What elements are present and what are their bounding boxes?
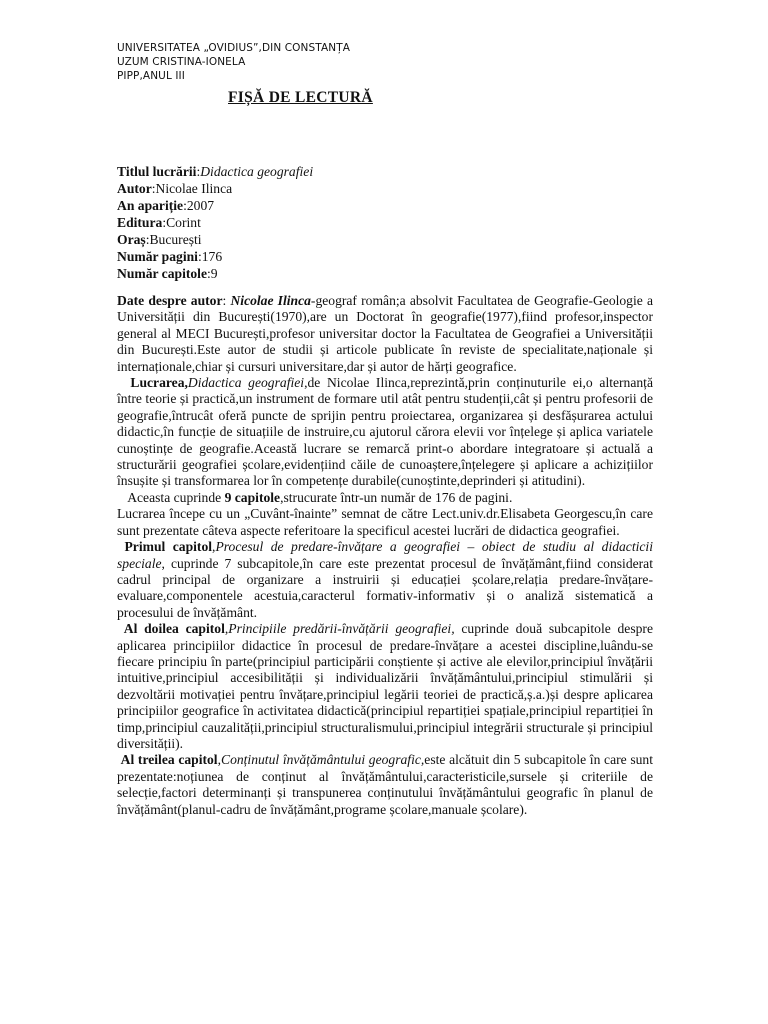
chapter1-title: Procesul de predare-învățare a geografiei – obiect de studiu al didacticii speciale <box>117 539 653 571</box>
chapter3-text: este alcătuit din 5 subcapitole în care sunt prezentate:noțiunea de conținut al învățământului,caracteristicile,sursele și criteriile de selecție,factori determinanți și transpunerea conținutului învățământului geografic în planul de învățământ(planul-cadru de învățământ,programe școlare,manuale școlare). <box>117 752 653 817</box>
document-body <box>117 293 653 818</box>
chapter3-paragraph: Al treilea capitol,Conținutul învățământului geografic,este alcătuit din 5 subcapitole în care sunt prezentate:noțiunea de conținut al învățământului,caracteristicile,sursele și criteriile de selecție,factori determinanți și transpunerea conținutului învățământului geografic în planul de învățământ(planul-cadru de învățământ,programe școlare,manuale școlare). <box>117 752 653 817</box>
chapter1-text: , cuprinde 7 subcapitole,în care este prezentat procesul de învățământ,fiind considerat cadrul principal de organizare a instruirii și educației școlare,relația predare-învățare-evaluare,componentele acestuia,caracterul formativ-informativ și o analiză sistematică a procesului de învățământ. <box>117 555 653 620</box>
meta-pages-value: 176 <box>201 249 223 264</box>
structure-chapters: 9 capitole <box>224 489 281 505</box>
meta-year-row: An apariție:2007 <box>117 198 215 213</box>
chapter3-title: Conținutul învățământului geografic, <box>221 752 425 768</box>
chapter2-text: cuprinde două subcapitole despre aplicarea principiilor didactice în procesul de predare-învățare a acestei discipline,luându-se fiecare principiu în parte(principiul participării conștiente și active ale elevilor,principiul învățării intuitive,principiul accesibilității și individualizării învățământului,principiul stimulării și dezvoltării motivației pentru învățare,principiul legării teoriei de practică,ș.a.)și despre aplicarea principiilor geografice în activitatea didactică(principiul repartiției spațiale,principiul repartiției în timp,principiul cauzalității,principiul structuralismului,principiul integrării structurale și principiul diversității). <box>117 621 653 751</box>
meta-year-value: 2007 <box>186 198 215 213</box>
work-paragraph <box>117 375 653 490</box>
work-text: ,de Nicolae Ilinca,reprezintă,prin conținuturile ei,o alternanță între teorie și practică,un instrument de formare util atât pentru studenții,cât și pentru profesorii de geografie,întrucât oferă puncte de sprijin pentru proiectarea, organizarea și desfășurarea actului didactic,în funcție de situațiile de instruire,cu ajutorul cărora elevii vor înțelege și aplica variatele cunoștințe de geografie.Această lucrare se remarcă print-o abordare integratoare și actuală a structurării geografiei școlare,evidențiind căile de cunoaștere,înțelegere și aplicare a achizițiilor însușite și transformarea lor în competențe durabile(cunoștinte,deprinderi și atitudini). <box>117 375 653 489</box>
meta-pages-row: Număr pagini:176 <box>117 249 223 264</box>
foreword-text: Lucrarea începe cu un „Cuvânt-înainte” semnat de către Lect.univ.dr.Elisabeta Georgescu,în care sunt prezentate câteva aspecte referitoare la specificul acestei lucrări de didactica geografiei. <box>117 506 653 538</box>
program-line: PIPP,ANUL III <box>117 70 185 82</box>
meta-pages-label: Număr pagini <box>117 249 198 264</box>
chapter3-label: Al treilea capitol <box>120 752 218 768</box>
meta-title-label: Titlul lucrării <box>117 164 197 179</box>
meta-year-label: An apariție <box>117 198 184 213</box>
structure-paragraph <box>117 490 653 506</box>
document-header <box>117 41 350 83</box>
meta-chapters-row: Număr capitole:9 <box>117 266 218 281</box>
meta-author-row: Autor:Nicolae Ilinca <box>117 181 233 196</box>
meta-author-label: Autor <box>117 181 152 196</box>
foreword-paragraph <box>117 506 653 539</box>
work-label: Lucrarea, <box>130 375 188 391</box>
meta-title-value: Didactica geografiei <box>200 164 314 179</box>
meta-author-value: Nicolae Ilinca <box>155 181 233 196</box>
chapter1-label: Primul capitol <box>124 539 213 555</box>
meta-chapters-label: Număr capitole <box>117 266 207 281</box>
chapter2-label: Al doilea capitol <box>123 621 225 637</box>
book-metadata <box>117 163 313 282</box>
chapter2-title: Principiile predării-învățării geografiei, <box>228 621 455 637</box>
meta-city-label: Oraș <box>117 232 146 247</box>
meta-title-row: Titlul lucrării:Didactica geografiei <box>117 164 314 179</box>
author-text: -geograf român;a absolvit Facultatea de Geografie-Geologie a Universității din București(1970),are un Doctorat în geografie(1977),fiind profesor,inspector general al MECI București,profesor universitar doctor la Facultatea de Geografiei a Universității din București.Este autor de studii și articole publicate în reviste de specialitate,naționale și internaționale,chiar și cursuri universitare,dar și autor de hărți geografice. <box>117 293 653 374</box>
author-paragraph: Date despre autor: Nicolae Ilinca-geograf român;a absolvit Facultatea de Geografie-Geologie a Universității din București(1970),are un Doctorat în geografie(1977),fiind profesor,inspector general al MECI București,profesor universitar doctor la Facultatea de Geografiei a Universității din București.Este autor de studii și articole publicate în reviste de specialitate,naționale și internaționale,chiar și cursuri universitare,dar și autor de hărți geografice. <box>117 293 653 374</box>
structure-post: ,strucurate într-un număr de 176 de pagini. <box>280 489 513 505</box>
student-name-line: UZUM CRISTINA-IONELA <box>117 56 246 68</box>
structure-pre: Aceasta cuprinde <box>127 489 225 505</box>
document-title: FIȘĂ DE LECTURĂ <box>228 89 373 106</box>
meta-publisher-value: Corint <box>166 215 201 230</box>
meta-city-row: Oraș:București <box>117 232 202 247</box>
meta-publisher-row: Editura:Corint <box>117 215 201 230</box>
chapter1-paragraph: Primul capitol,Procesul de predare-învățare a geografiei – obiect de studiu al didacticii speciale, cuprinde 7 subcapitole,în care este prezentat procesul de învățământ,fiind considerat cadrul principal de organizare a instruirii și educației școlare,relația predare-învățare-evaluare,componentele acestuia,caracterul formativ-informativ și o analiză sistematică a procesului de învățământ. <box>117 539 653 620</box>
meta-chapters-value: 9 <box>210 266 218 281</box>
meta-publisher-label: Editura <box>117 215 163 230</box>
university-line: UNIVERSITATEA „OVIDIUS”,DIN CONSTANȚA <box>117 42 351 54</box>
meta-city-value: București <box>149 232 202 247</box>
author-name: Nicolae Ilinca <box>230 293 311 308</box>
chapter2-paragraph: Al doilea capitol,Principiile predării-învățării geografiei, cuprinde două subcapitole despre aplicarea principiilor didactice în procesul de predare-învățare a acestei discipline,luându-se fiecare principiu în parte(principiul participării conștiente și active ale elevilor,principiul învățării intuitive,principiul accesibilității și individualizării învățământului,principiul stimulării și dezvoltării motivației pentru învățare,principiul legării teoriei de practică,ș.a.)și despre aplicarea principiilor geografice în activitatea didactică(principiul repartiției spațiale,principiul repartiției în timp,principiul cauzalității,principiul structuralismului,principiul integrării structurale și principiul diversității). <box>117 621 653 751</box>
work-title: Didactica geografiei <box>187 375 305 391</box>
author-section-label: Date despre autor <box>117 293 223 308</box>
